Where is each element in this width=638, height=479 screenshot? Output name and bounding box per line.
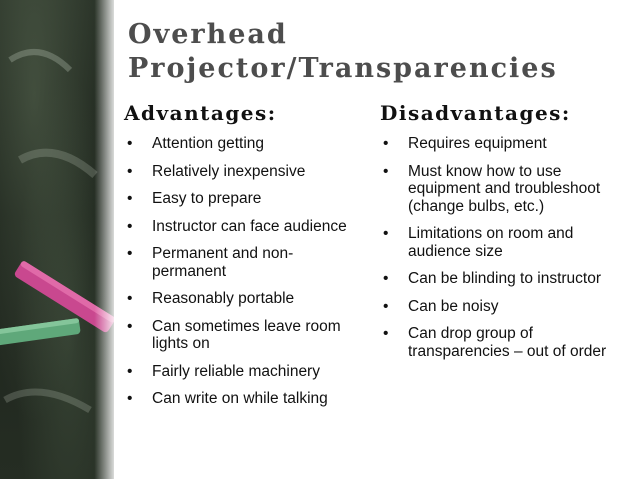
item-text: Fairly reliable machinery bbox=[152, 362, 320, 380]
bullet: • bbox=[127, 362, 133, 380]
bullet: • bbox=[127, 245, 133, 262]
item-text: Permanent and non-permanent bbox=[152, 245, 294, 280]
item-text: Can drop group of transparencies – out of order bbox=[408, 325, 607, 360]
item-text: Can write on while talking bbox=[152, 390, 328, 407]
list-item bbox=[380, 325, 620, 360]
list-item bbox=[380, 225, 620, 260]
bullet: • bbox=[127, 390, 133, 407]
list-item bbox=[380, 135, 620, 153]
item-text: Limitations on room and audience size bbox=[408, 225, 574, 260]
list-item bbox=[124, 318, 364, 353]
item-text: Must know how to use equipment and troubleshoot (change bulbs, etc.) bbox=[408, 162, 601, 215]
bullet: • bbox=[127, 190, 133, 207]
item-text: Can be blinding to instructor bbox=[408, 270, 602, 287]
item-text: Attention getting bbox=[152, 135, 265, 152]
bullet: • bbox=[127, 217, 133, 235]
item-text: Can be noisy bbox=[408, 297, 499, 315]
disadvantages-heading: Disadvantages: bbox=[380, 101, 571, 125]
board-fade bbox=[0, 0, 118, 479]
bullet: • bbox=[127, 162, 133, 180]
disadvantages-list bbox=[380, 135, 620, 360]
advantages-heading: Advantages: bbox=[124, 101, 277, 125]
advantages-column bbox=[124, 100, 364, 418]
item-text: Relatively inexpensive bbox=[152, 162, 306, 180]
bullet: • bbox=[383, 162, 389, 180]
list-item bbox=[124, 390, 364, 408]
list-item bbox=[380, 298, 620, 316]
list-item bbox=[124, 290, 364, 308]
disadvantages-column bbox=[380, 100, 620, 370]
bullet: • bbox=[383, 135, 389, 152]
bullet: • bbox=[127, 135, 133, 152]
bullet: • bbox=[383, 297, 389, 315]
list-item bbox=[124, 163, 364, 181]
list-item bbox=[124, 218, 364, 236]
bullet: • bbox=[383, 270, 389, 287]
bullet: • bbox=[127, 317, 133, 335]
item-text: Easy to prepare bbox=[152, 190, 262, 207]
list-item bbox=[380, 270, 620, 288]
slide-title: Overhead Projector/Transparencies bbox=[128, 19, 558, 84]
item-text: Requires equipment bbox=[408, 135, 547, 152]
list-item bbox=[380, 163, 620, 216]
item-text: Reasonably portable bbox=[152, 290, 295, 307]
list-item bbox=[124, 363, 364, 381]
bullet: • bbox=[127, 290, 133, 307]
advantages-list bbox=[124, 135, 364, 408]
item-text: Can sometimes leave room lights on bbox=[152, 317, 341, 352]
bullet: • bbox=[383, 225, 389, 242]
list-item bbox=[124, 135, 364, 153]
bullet: • bbox=[383, 325, 389, 342]
list-item bbox=[124, 245, 364, 280]
item-text: Instructor can face audience bbox=[152, 217, 347, 235]
list-item bbox=[124, 190, 364, 208]
